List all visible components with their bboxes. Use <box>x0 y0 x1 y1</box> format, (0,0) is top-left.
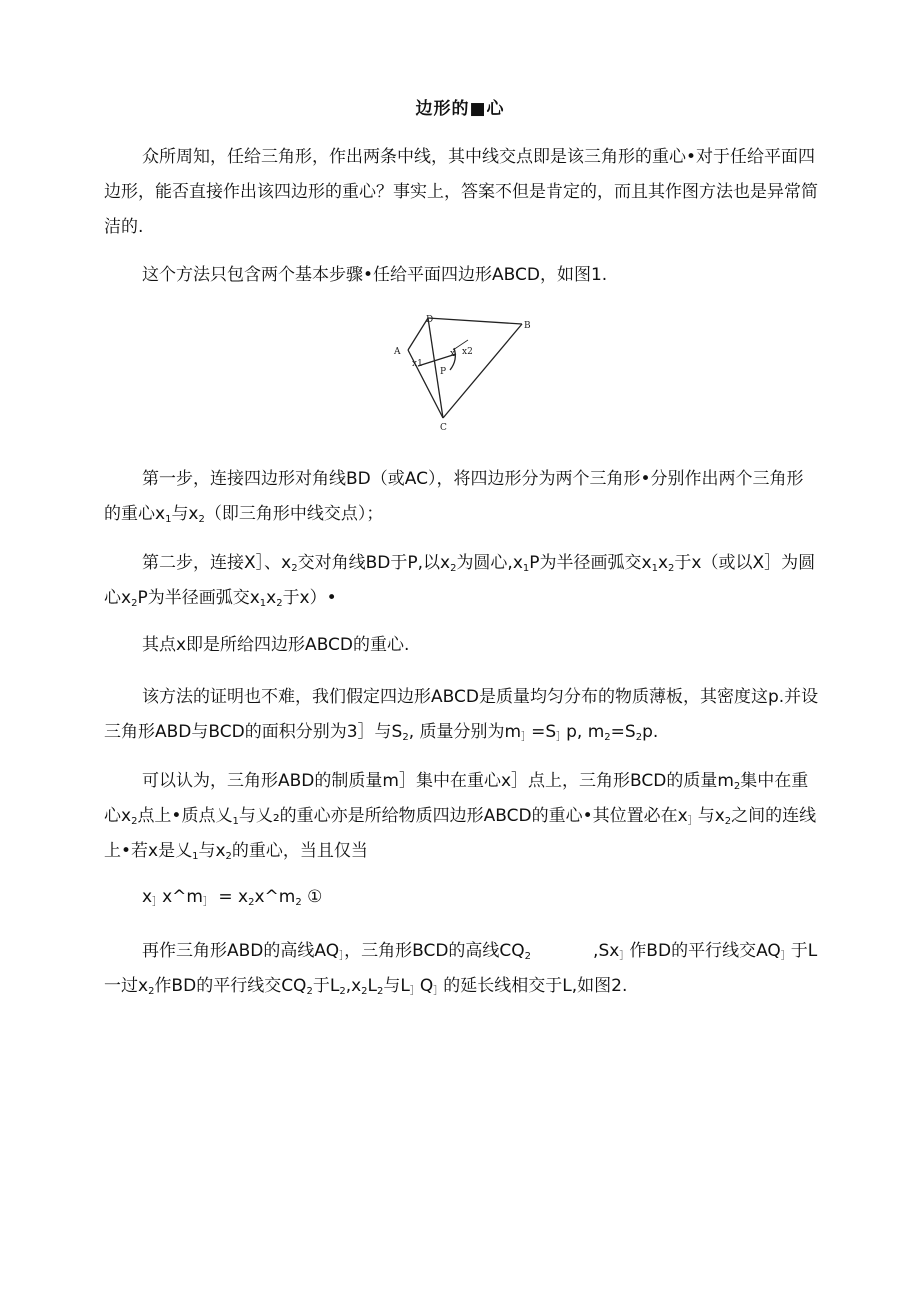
subscript: 2 <box>361 986 368 997</box>
label-d: D <box>426 315 434 325</box>
subscript: 2 <box>276 598 283 609</box>
paragraph-method <box>104 258 820 293</box>
paragraph-mass <box>104 764 820 869</box>
subscript: ］ <box>556 732 567 743</box>
subscript: 1 <box>259 598 267 609</box>
subscript: ］ <box>687 816 698 827</box>
subscript: 2 <box>524 951 532 962</box>
text-run: 点上•质点乂 <box>137 806 233 826</box>
subscript: 2 <box>339 986 346 997</box>
text-run: 的重心，当且仅当 <box>231 841 368 861</box>
text-run: 再作三角形ABD的高线AQ <box>142 941 340 961</box>
subscript: 2 <box>225 851 232 862</box>
text-run: （即三角形中线交点）； <box>204 504 384 524</box>
text-run: 于L一过x <box>104 941 818 996</box>
text-run: 与x <box>171 504 199 524</box>
text-run: 交对角线BD于P,以x <box>297 553 451 573</box>
subscript: 2 <box>724 816 732 827</box>
subscript: ］ <box>152 897 163 908</box>
text-run: =S <box>610 722 636 742</box>
equation-1 <box>104 880 820 915</box>
text-run: 与x <box>198 841 226 861</box>
text-run: ,x <box>345 976 362 996</box>
text-run: 与x <box>697 806 725 826</box>
text-run: 于x）• <box>282 588 337 608</box>
text-run: , 质量分别为m <box>408 722 522 742</box>
text-run: x <box>142 887 153 907</box>
label-x: x <box>450 349 456 359</box>
figure-1-quadrilateral <box>388 310 536 432</box>
subscript: 2 <box>733 781 741 792</box>
subscript: 1 <box>165 514 172 525</box>
subscript: 1 <box>522 563 530 574</box>
text-run: 于x（或以X］为圆心x <box>104 553 816 608</box>
subscript: ］ <box>202 897 213 908</box>
subscript: 2 <box>295 897 302 908</box>
text-run: ，三角形BCD的高线CQ <box>344 941 525 961</box>
text-run: x^m <box>254 887 296 907</box>
paragraph-step-2 <box>104 546 820 616</box>
paragraph-altitudes <box>104 934 820 1004</box>
subscript: 2 <box>377 986 384 997</box>
text-run: 于L <box>312 976 340 996</box>
text-run: 集中在重心x <box>104 771 809 826</box>
subscript: 2 <box>402 732 409 743</box>
paragraph-method-text: 这个方法只包含两个基本步骤•任给平面四边形ABCD，如图1. <box>142 265 608 285</box>
paragraph-conclusion-text: 其点x即是所给四边形ABCD的重心. <box>142 635 410 655</box>
text-run: 与乂₂的重心亦是所给物质四边形ABCD的重心•其位置必在x <box>238 806 688 826</box>
label-b: B <box>524 321 531 331</box>
text-run: 之间的连线上•若x是乂 <box>104 806 817 861</box>
paragraph-intro <box>104 140 820 245</box>
label-a: A <box>394 347 401 357</box>
subscript: 2 <box>198 514 205 525</box>
subscript: 2 <box>131 598 138 609</box>
text-run: P为半径画弧交x <box>529 553 652 573</box>
text-run: P为半径画弧交x <box>137 588 260 608</box>
text-run: = x <box>212 887 249 907</box>
label-x1: x1 <box>412 359 423 369</box>
subscript: 1 <box>232 816 239 827</box>
edge-ad <box>408 318 428 350</box>
text-run: p. <box>642 722 659 742</box>
text-run: 作BD的平行线交AQ <box>629 941 781 961</box>
subscript: 1 <box>192 851 199 862</box>
subscript: 2 <box>131 816 138 827</box>
text-run: ,Sx <box>593 941 620 961</box>
text-run: =S <box>531 722 557 742</box>
subscript: 2 <box>668 563 675 574</box>
paragraph-proof <box>104 680 820 750</box>
text-run: 该方法的证明也不难，我们假定四边形ABCD是质量均匀分布的物质薄板，其密度这p.并设三角形ABD与BCD的面积分别为3］与S <box>104 687 819 742</box>
text-run: p, m <box>566 722 605 742</box>
subscript: ］ <box>619 951 630 962</box>
text-run: 第一步，连接四边形对角线BD（或AC），将四边形分为两个三角形•分别作出两个三角形的重心x <box>104 469 804 524</box>
paragraph-step-1 <box>104 462 820 532</box>
text-run: 第二步，连接X］、x <box>142 553 292 573</box>
subscript: 2 <box>635 732 643 743</box>
subscript: ］ <box>780 951 791 962</box>
text-run: 与L <box>383 976 410 996</box>
subscript: 1 <box>651 563 658 574</box>
text-run: ① <box>301 887 323 907</box>
text-run: L <box>367 976 378 996</box>
label-x2: x2 <box>462 347 473 357</box>
text-run: 为圆心,x <box>456 553 523 573</box>
edge-db <box>428 318 522 324</box>
text-run: x^m <box>162 887 203 907</box>
paragraph-intro-text: 众所周知，任给三角形，作出两条中线，其中线交点即是该三角形的重心•对于任给平面四边形，能否直接作出该四边形的重心？事实上，答案不但是肯定的，而且其作图方法也是异常简洁的. <box>104 147 818 237</box>
subscript: ］ <box>433 986 444 997</box>
text-run: 的延长线相交于L,如图2. <box>443 976 628 996</box>
paragraph-conclusion <box>104 628 820 663</box>
label-c: C <box>440 423 447 432</box>
subscript: 2 <box>604 732 611 743</box>
label-p: P <box>440 367 447 377</box>
subscript: 2 <box>248 897 255 908</box>
subscript: 2 <box>306 986 313 997</box>
subscript: 2 <box>148 986 155 997</box>
subscript: ］ <box>339 951 345 962</box>
text-run: x <box>657 553 669 573</box>
text-run: x <box>266 588 277 608</box>
subscript: 2 <box>450 563 457 574</box>
edge-bc <box>443 324 522 418</box>
subscript: 2 <box>291 563 298 574</box>
text-run: 可以认为，三角形ABD的制质量m］集中在重心x］点上，三角形BCD的质量m <box>142 771 734 791</box>
text-run: 作BD的平行线交CQ <box>154 976 307 996</box>
subscript: ］ <box>409 986 420 997</box>
text-run: Q <box>419 976 434 996</box>
page-title: 边形的■心 <box>415 99 505 119</box>
subscript: ］ <box>521 732 532 743</box>
